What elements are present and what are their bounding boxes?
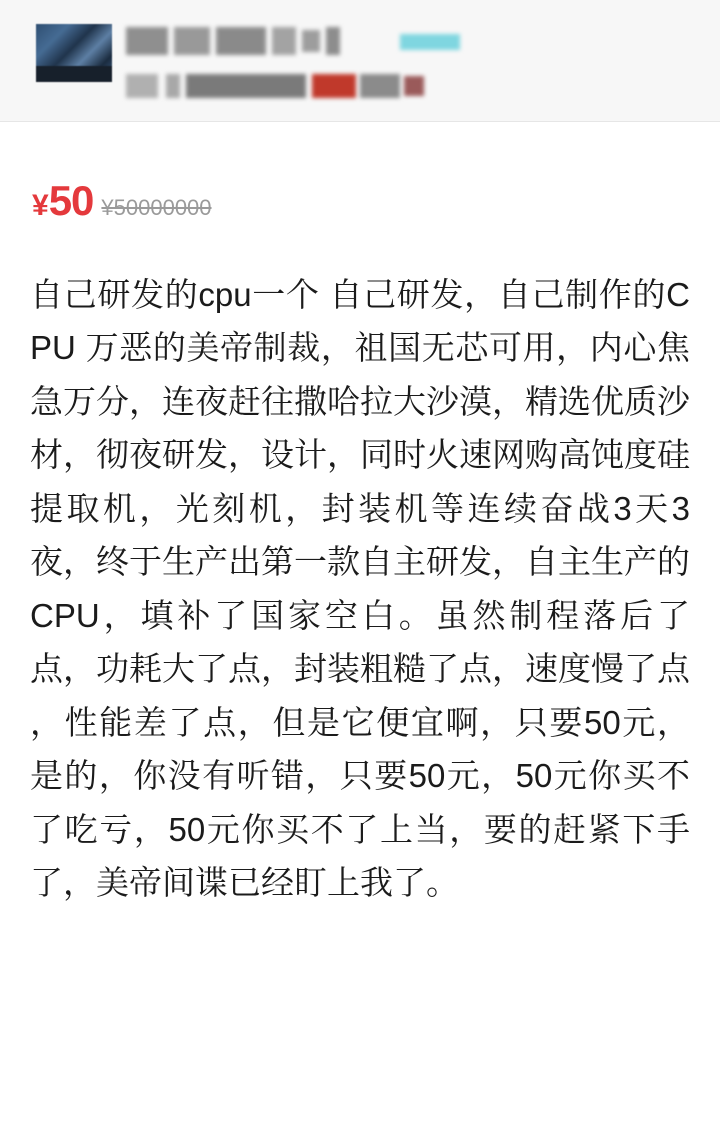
seller-subtitle-redaction	[126, 74, 158, 98]
seller-badge-redaction	[400, 34, 460, 50]
seller-subtitle-redaction	[166, 74, 180, 98]
price-current: 50	[48, 177, 94, 224]
seller-header[interactable]	[0, 0, 720, 122]
seller-subtitle-redaction	[360, 74, 400, 98]
price-currency-symbol: ¥	[32, 189, 49, 222]
seller-name-redaction	[126, 27, 168, 55]
seller-name-redaction	[216, 27, 266, 55]
price-original: ¥50000000	[101, 195, 212, 220]
seller-name-redaction	[174, 27, 210, 55]
seller-subtitle-redaction	[312, 74, 356, 98]
avatar[interactable]	[36, 24, 112, 82]
price-row	[0, 122, 720, 222]
seller-subtitle-redaction	[186, 74, 306, 98]
seller-name-redaction	[272, 27, 296, 55]
seller-name-redaction	[302, 30, 320, 52]
seller-subtitle-redaction	[404, 76, 424, 96]
listing-description: 自己研发的cpu一个 自己研发，自己制作的CPU 万恶的美帝制裁，祖国无芯可用，内心焦急万分，连夜赶往撒哈拉大沙漠，精选优质沙材，彻夜研发，设计，同时火速网购高饨度硅提取机，光刻机，封装机等连续奋战3天3夜，终于生产出第一款自主研发，自主生产的CPU，填补了国家空白。虽然制程落后了点，功耗大了点，封装粗糙了点，速度慢了点 ，性能差了点，但是它便宜啊，只要50元，是的，你没有听错，只要50元，50元你买不了吃亏，50元你买不了上当，要的赶紧下手了，美帝间谍已经盯上我了。	[30, 276, 690, 901]
seller-name-redaction	[326, 27, 340, 55]
